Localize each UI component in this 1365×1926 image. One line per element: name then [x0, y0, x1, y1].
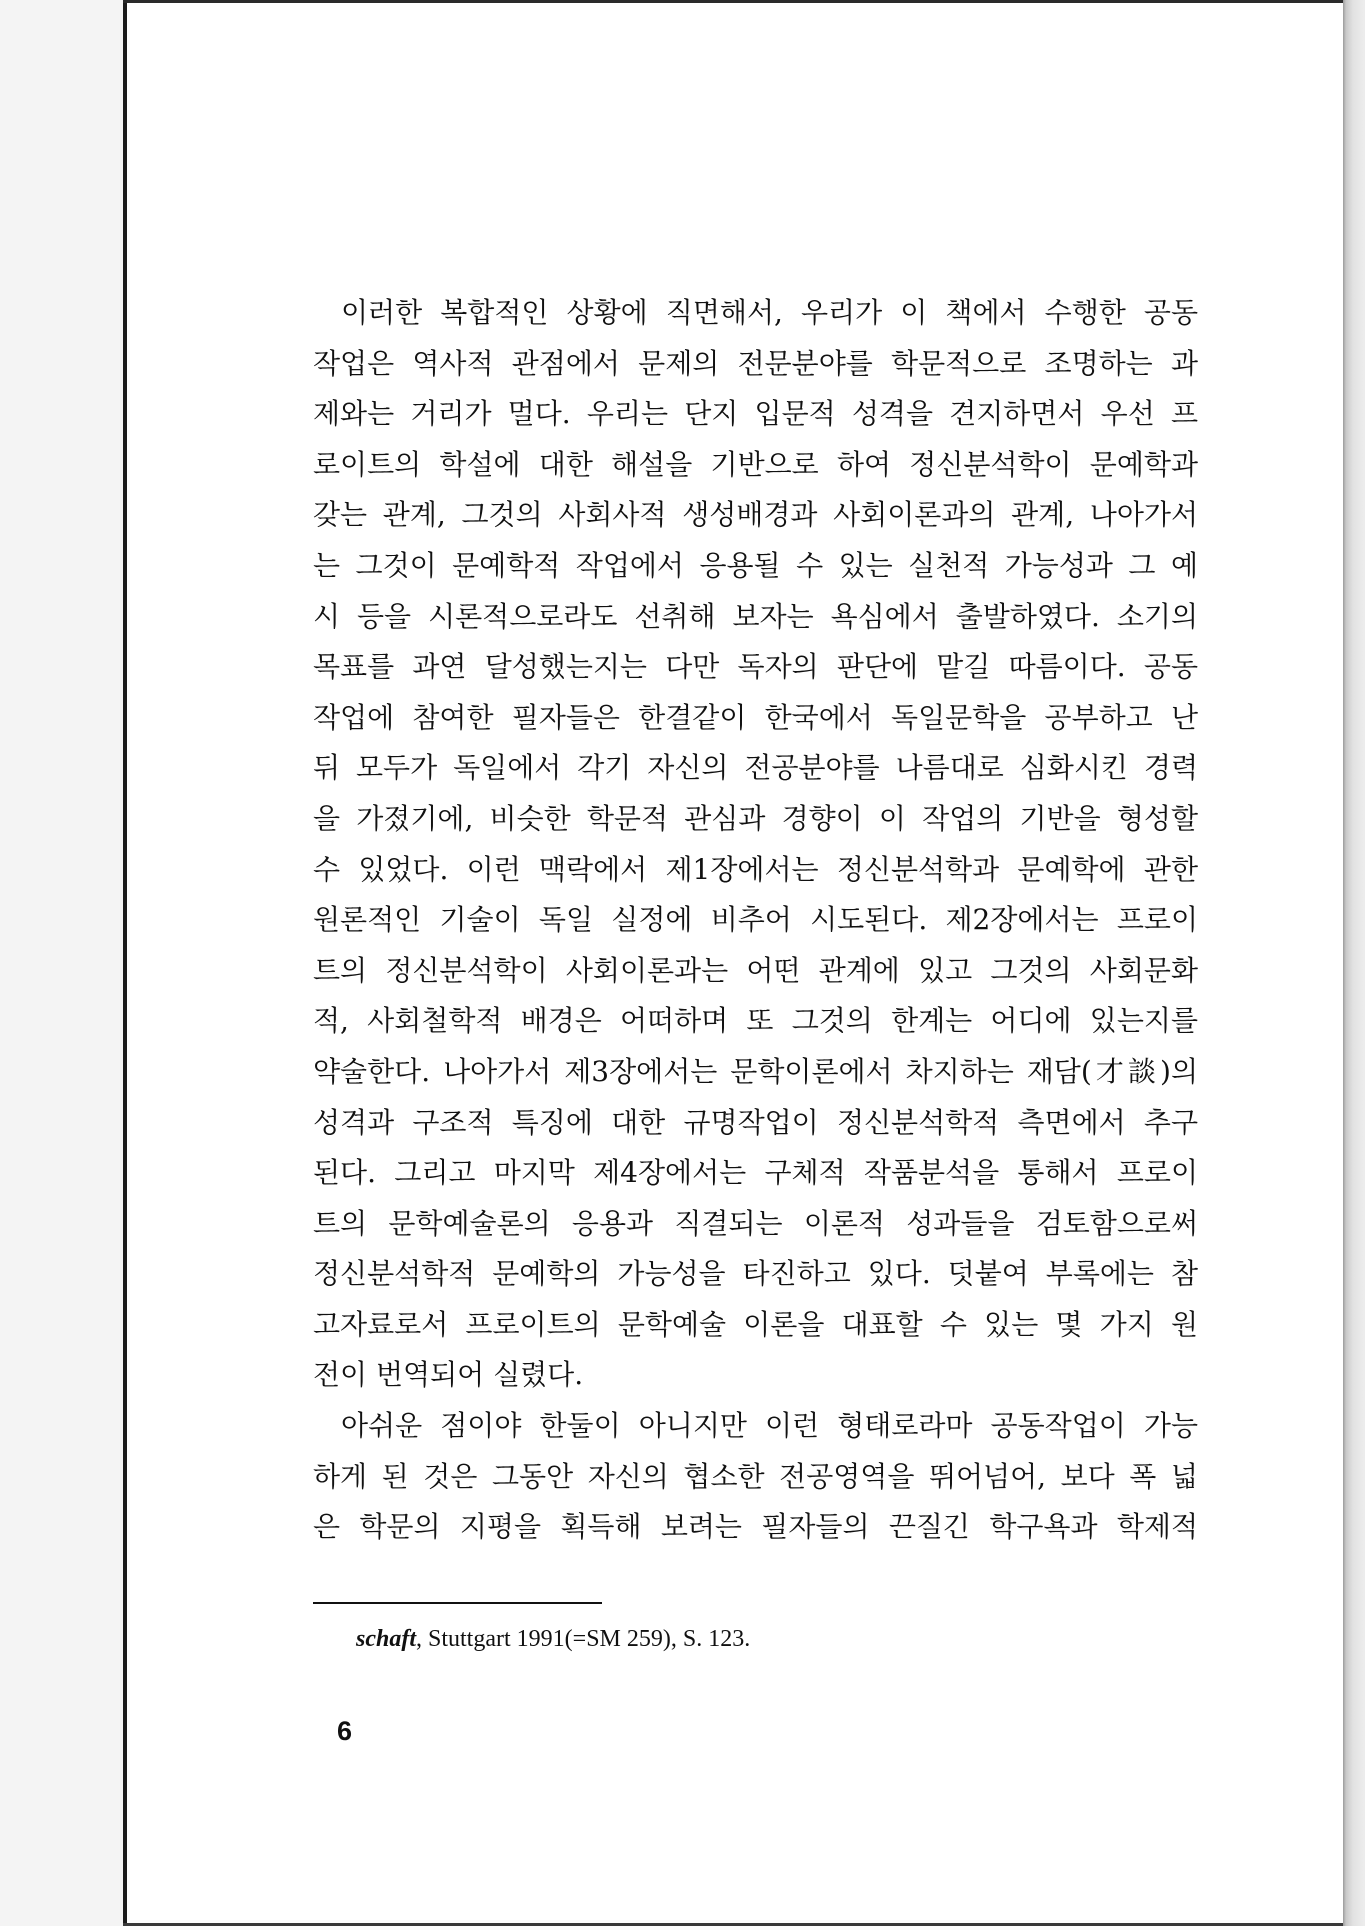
- text-line: 이러한 복합적인 상황에 직면해서, 우리가 이 책에서 수행한 공동: [341, 296, 1198, 329]
- text-line: 을 가졌기에, 비슷한 학문적 관심과 경향이 이 작업의 기반을 형성할: [313, 801, 1198, 835]
- paragraph-2: [313, 1401, 1198, 1553]
- footnote-italic-word: schaft: [356, 1626, 416, 1652]
- text-line: 된다. 그리고 마지막 제4장에서는 구체적 작품분석을 통해서 프로이: [313, 1156, 1198, 1190]
- text-line: 트의 정신분석학이 사회이론과는 어떤 관계에 있고 그것의 사회문화: [313, 953, 1198, 987]
- footnote-citation: , Stuttgart 1991(=SM 259), S. 123.: [416, 1626, 751, 1652]
- text-line: 로이트의 학설에 대한 해설을 기반으로 하여 정신분석학이 문예학과: [313, 447, 1198, 481]
- paragraph-1: [313, 288, 1198, 1401]
- text-line: 작업에 참여한 필자들은 한결같이 한국에서 독일문학을 공부하고 난: [313, 700, 1198, 734]
- scan-margin: [0, 0, 123, 1926]
- text-line: 하게 된 것은 그동안 자신의 협소한 전공영역을 뛰어넘어, 보다 폭 넓: [313, 1459, 1198, 1493]
- text-line: 고자료로서 프로이트의 문학예술 이론을 대표할 수 있는 몇 가지 원: [313, 1307, 1198, 1341]
- text-line: 제와는 거리가 멀다. 우리는 단지 입문적 성격을 견지하면서 우선 프: [313, 397, 1198, 431]
- text-line: 정신분석학적 문예학의 가능성을 타진하고 있다. 덧붙여 부록에는 참: [313, 1257, 1198, 1291]
- text-line: 트의 문학예술론의 응용과 직결되는 이론적 성과들을 검토함으로써: [313, 1206, 1198, 1240]
- text-line: 아쉬운 점이야 한둘이 아니지만 이런 형태로라마 공동작업이 가능: [341, 1409, 1198, 1443]
- text-line: 갖는 관계, 그것의 사회사적 생성배경과 사회이론과의 관계, 나아가서: [313, 498, 1198, 532]
- footnote-separator: [313, 1602, 602, 1604]
- text-line: 적, 사회철학적 배경은 어떠하며 또 그것의 한계는 어디에 있는지를: [313, 1004, 1198, 1038]
- text-line: 은 학문의 지평을 획득해 보려는 필자들의 끈질긴 학구욕과 학제적: [313, 1510, 1198, 1544]
- text-line: 는 그것이 문예학적 작업에서 응용될 수 있는 실천적 가능성과 그 예: [313, 548, 1198, 582]
- text-line: 작업은 역사적 관점에서 문제의 전문분야를 학문적으로 조명하는 과: [313, 346, 1198, 380]
- text-line: 목표를 과연 달성했는지는 다만 독자의 판단에 맡길 따름이다. 공동: [313, 650, 1198, 684]
- text-line: 뒤 모두가 독일에서 각기 자신의 전공분야를 나름대로 심화시킨 경력: [313, 751, 1198, 785]
- text-line: 수 있었다. 이런 맥락에서 제1장에서는 정신분석학과 문예학에 관한: [313, 852, 1198, 886]
- text-line: 약술한다. 나아가서 제3장에서는 문학이론에서 차지하는 재담(才談)의: [313, 1054, 1198, 1088]
- page-top-edge: [123, 0, 1345, 3]
- text-line: 전이 번역되어 실렸다.: [313, 1358, 584, 1392]
- page-left-edge: [123, 0, 127, 1926]
- text-line: 원론적인 기술이 독일 실정에 비추어 시도된다. 제2장에서는 프로이: [313, 903, 1198, 937]
- text-line: 시 등을 시론적으로라도 선취해 보자는 욕심에서 출발하였다. 소기의: [313, 599, 1198, 633]
- page-number: 6: [337, 1716, 353, 1746]
- page-right-edge-shadow: [1343, 0, 1365, 1926]
- body-text: [313, 288, 1198, 1553]
- text-line: 성격과 구조적 특징에 대한 규명작업이 정신분석학적 측면에서 추구: [313, 1105, 1198, 1139]
- footnote: [356, 1622, 750, 1656]
